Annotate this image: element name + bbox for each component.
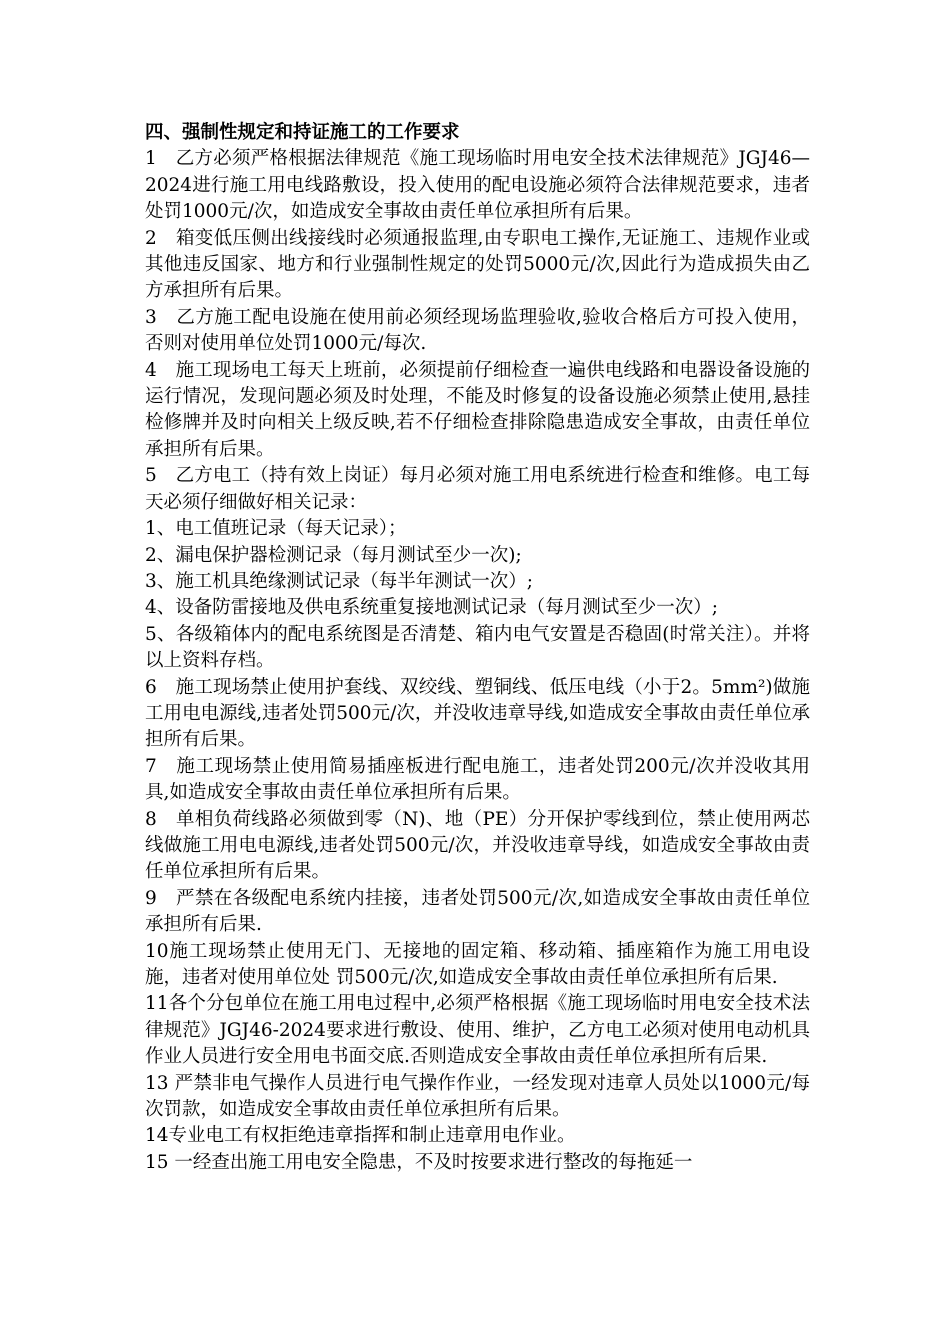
record-item-5: 5、各级箱体内的配电系统图是否清楚、箱内电气安置是否稳固(时常关注）。并将以上资料存档。	[145, 623, 810, 672]
record-item-4: 4、设备防雷接地及供电系统重复接地测试记录（每月测试至少一次）;	[145, 597, 719, 619]
paragraph-7: 7 施工现场禁止使用简易插座板进行配电施工，违者处罚200元/次并没收其用具,如造成安全事故由责任单位承担所有后果。	[145, 755, 810, 804]
section-heading: 四、强制性规定和持证施工的工作要求	[145, 122, 460, 143]
paragraph-2: 2 箱变低压侧出线接线时必须通报监理,由专职电工操作,无证施工、违规作业或其他违反国家、地方和行业强制性规定的处罚5000元/次,因此行为造成损失由乙方承担所有后果。	[145, 227, 810, 302]
paragraph-3: 3 乙方施工配电设施在使用前必须经现场监理验收,验收合格后方可投入使用，否则对使用单位处罚1000元/每次.	[145, 306, 810, 355]
paragraph-10: 10施工现场禁止使用无门、无接地的固定箱、移动箱、插座箱作为施工用电设施，违者对使用单位处 罚500元/次,如造成安全事故由责任单位承担所有后果.	[145, 940, 810, 988]
document-page	[145, 120, 810, 1176]
paragraph-9: 9 严禁在各级配电系统内挂接，违者处罚500元/次,如造成安全事故由责任单位承担所有后果.	[145, 887, 810, 936]
paragraph-5: 5 乙方电工（持有效上岗证）每月必须对施工用电系统进行检查和维修。电工每天必须仔细做好相关记录：	[145, 465, 810, 513]
record-item-3: 3、施工机具绝缘测试记录（每半年测试一次）;	[145, 570, 534, 592]
paragraph-6: 6 施工现场禁止使用护套线、双绞线、塑铜线、低压电线（小于2。5mm²)做施工用电电源线,违者处罚500元/次，并没收违章导线,如造成安全事故由责任单位承担所有后果。	[145, 676, 810, 751]
record-item-2: 2、漏电保护器检测记录（每月测试至少一次);	[145, 544, 522, 566]
paragraph-4: 4 施工现场电工每天上班前，必须提前仔细检查一遍供电线路和电器设备设施的运行情况，发现问题必须及时处理，不能及时修复的设备设施必须禁止使用,悬挂检修牌并及时向相关上级反映,若不仔细检查排除隐患造成安全事故，由责任单位承担所有后果。	[145, 359, 810, 460]
paragraph-13: 13 严禁非电气操作人员进行电气操作作业，一经发现对违章人员处以1000元/每次罚款，如造成安全事故由责任单位承担所有后果。	[145, 1072, 810, 1121]
paragraph-11: 11各个分包单位在施工用电过程中,必须严格根据《施工现场临时用电安全技术法律规范》JGJ46-2024要求进行敷设、使用、维护，乙方电工必须对使用电动机具作业人员进行安全用电书面交底.否则造成安全事故由责任单位承担所有后果.	[145, 993, 810, 1068]
paragraph-8: 8 单相负荷线路必须做到零（N)、地（PE）分开保护零线到位，禁止使用两芯线做施工用电电源线,违者处罚500元/次，并没收违章导线，如造成安全事故由责任单位承担所有后果。	[145, 808, 810, 883]
record-item-1: 1、电工值班记录（每天记录）；	[145, 518, 407, 540]
paragraph-14: 14专业电工有权拒绝违章指挥和制止违章用电作业。	[145, 1125, 576, 1147]
paragraph-1: 1 乙方必须严格根据法律规范《施工现场临时用电安全技术法律规范》JGJ46—2024进行施工用电线路敷设，投入使用的配电设施必须符合法律规范要求，违者处罚1000元/次，如造成安全事故由责任单位承担所有后果。	[145, 148, 810, 223]
paragraph-15: 15 一经查出施工用电安全隐患，不及时按要求进行整改的每拖延一	[145, 1151, 693, 1173]
